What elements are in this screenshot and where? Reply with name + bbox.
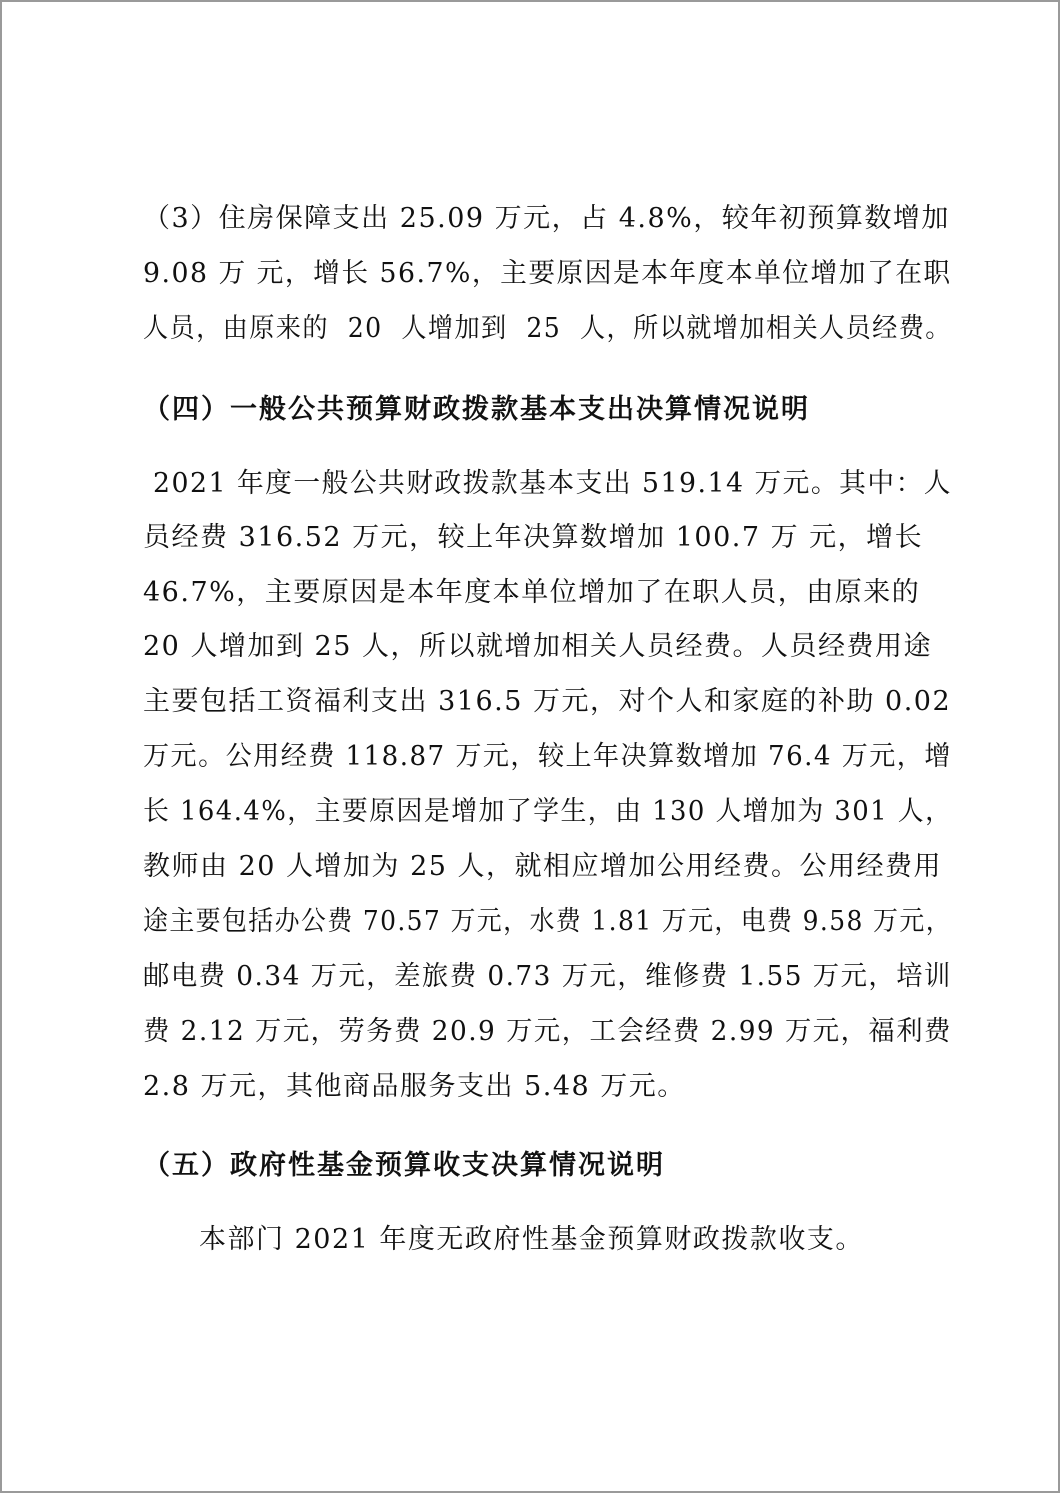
section3-line-2: 9.08 万 元，增长 56.7%，主要原因是本年度本单位增加了在职 bbox=[143, 258, 952, 289]
heading-section-4: （四）一般公共预算财政拨款基本支出决算情况说明 bbox=[143, 394, 810, 425]
section4-line-1: 2021 年度一般公共财政拨款基本支出 519.14 万元。其中：人 bbox=[143, 468, 953, 499]
section4-line-9: 途主要包括办公费 70.57 万元，水费 1.81 万元，电费 9.58 万元， bbox=[143, 906, 953, 937]
section4-line-6: 万元。公用经费 118.87 万元，较上年决算数增加 76.4 万元，增 bbox=[143, 741, 952, 772]
heading-section-5: （五）政府性基金预算收支决算情况说明 bbox=[143, 1150, 665, 1181]
section4-line-11: 费 2.12 万元，劳务费 20.9 万元，工会经费 2.99 万元，福利费 bbox=[143, 1016, 952, 1047]
section3-line-1: （3）住房保障支出 25.09 万元，占 4.8%，较年初预算数增加 bbox=[143, 203, 950, 234]
section4-line-2: 员经费 316.52 万元，较上年决算数增加 100.7 万 元，增长 bbox=[143, 522, 924, 553]
section3-line-3: 人员，由原来的 20 人增加到 25 人，所以就增加相关人员经费。 bbox=[143, 313, 952, 344]
section4-line-5: 主要包括工资福利支出 316.5 万元，对个人和家庭的补助 0.02 bbox=[143, 686, 952, 717]
section5-text: 本部门 2021 年度无政府性基金预算财政拨款收支。 bbox=[199, 1224, 864, 1255]
section4-line-10: 邮电费 0.34 万元，差旅费 0.73 万元，维修费 1.55 万元，培训 bbox=[143, 961, 952, 992]
section4-line-8: 教师由 20 人增加为 25 人，就相应增加公用经费。公用经费用 bbox=[143, 851, 943, 882]
section4-line-12: 2.8 万元，其他商品服务支出 5.48 万元。 bbox=[143, 1071, 686, 1102]
section4-line-3: 46.7%，主要原因是本年度本单位增加了在职人员，由原来的 bbox=[143, 577, 921, 608]
section4-line-4: 20 人增加到 25 人，所以就增加相关人员经费。人员经费用途 bbox=[143, 631, 932, 662]
section4-line-7: 长 164.4%，主要原因是增加了学生，由 130 人增加为 301 人， bbox=[143, 796, 953, 827]
